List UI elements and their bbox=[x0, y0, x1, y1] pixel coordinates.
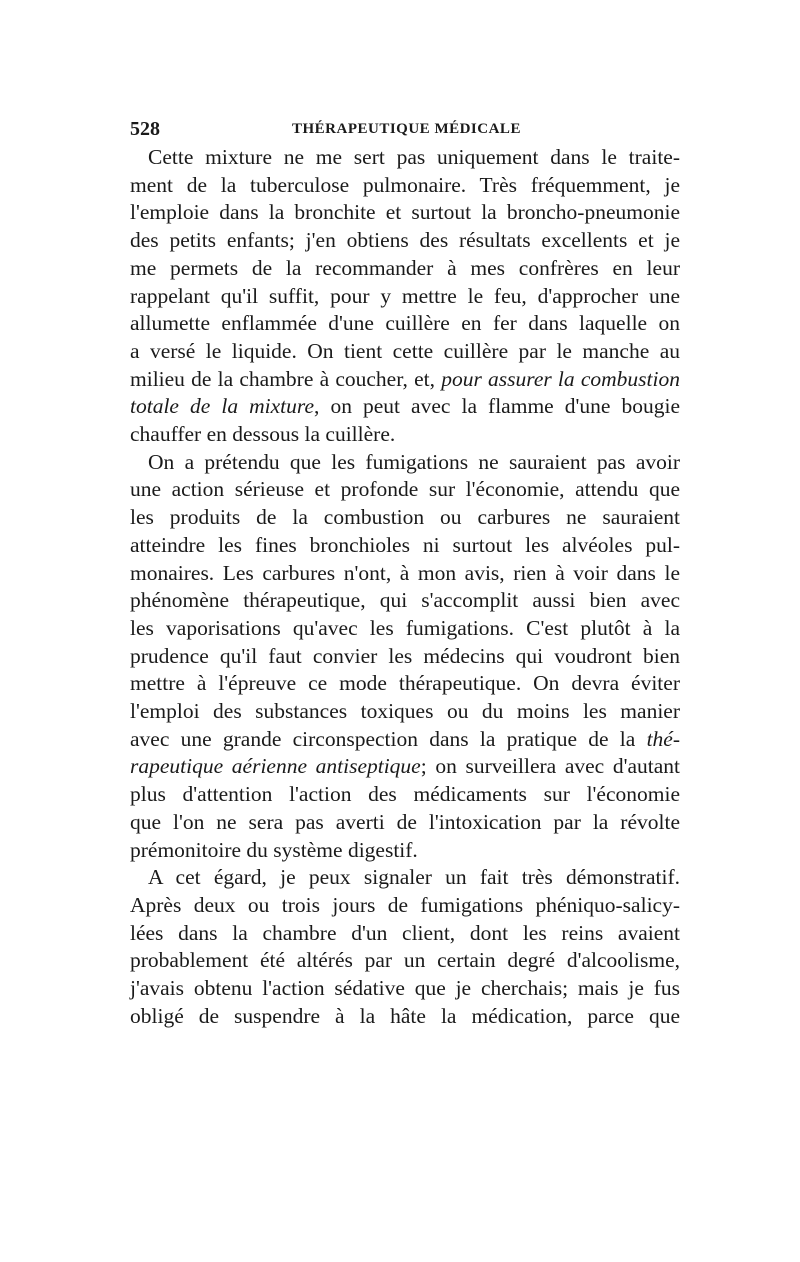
text-line bbox=[130, 144, 680, 172]
text-run: phénomène thérapeutique, qui s'accomplit aussi bien avec bbox=[130, 588, 680, 613]
text-line bbox=[130, 947, 680, 975]
text-run: allumette enflammée d'une cuillère en fer dans laquelle on bbox=[130, 311, 680, 336]
text-run: l'emploi des substances toxiques ou du moins les manier bbox=[130, 699, 680, 724]
text-line bbox=[130, 837, 680, 865]
paragraph bbox=[130, 864, 680, 1030]
text-line bbox=[130, 283, 680, 311]
italic-text: thé- bbox=[646, 726, 680, 751]
text-line bbox=[130, 449, 680, 477]
text-line bbox=[130, 587, 680, 615]
text-line bbox=[130, 698, 680, 726]
text-line bbox=[130, 172, 680, 200]
text-line bbox=[130, 255, 680, 283]
text-line bbox=[130, 560, 680, 588]
text-line bbox=[130, 781, 680, 809]
text-run: lées dans la chambre d'un client, dont les reins avaient bbox=[130, 920, 680, 945]
text-line bbox=[130, 1003, 680, 1031]
text-run: chauffer en dessous la cuillère. bbox=[130, 422, 396, 447]
text-line bbox=[130, 504, 680, 532]
running-title: THÉRAPEUTIQUE MÉDICALE bbox=[292, 121, 521, 137]
text-run: Après deux ou trois jours de fumigations phéniquo-salicy- bbox=[130, 892, 680, 917]
italic-text: totale de la mixture bbox=[130, 394, 315, 419]
text-run: j'avais obtenu l'action sédative que je cherchais; mais je fus bbox=[130, 976, 680, 1001]
text-run: l'emploie dans la bronchite et surtout la broncho-pneumonie bbox=[130, 200, 680, 225]
text-run: obligé de suspendre à la hâte la médication, parce que bbox=[130, 1003, 680, 1028]
text-line bbox=[130, 753, 680, 781]
text-run: atteindre les fines bronchioles ni surtout les alvéoles pul- bbox=[130, 532, 680, 557]
text-run: avec une grande circonspection dans la pratique de la bbox=[130, 726, 647, 751]
italic-text: rapeutique aérienne antiseptique bbox=[130, 754, 421, 779]
text-line bbox=[130, 476, 680, 504]
text-line bbox=[130, 892, 680, 920]
text-line bbox=[130, 864, 680, 892]
paragraph bbox=[130, 144, 680, 449]
text-run: mettre à l'épreuve ce mode thérapeutique. On devra éviter bbox=[130, 671, 680, 696]
text-run: , on peut avec la flamme d'une bougie bbox=[314, 394, 680, 419]
text-run: monaires. Les carbures n'ont, à mon avis, rien à voir dans le bbox=[130, 560, 680, 585]
text-run: prudence qu'il faut convier les médecins qui voudront bien bbox=[130, 643, 680, 668]
text-line bbox=[130, 643, 680, 671]
text-run: ment de la tuberculose pulmonaire. Très fréquemment, je bbox=[130, 172, 680, 197]
body-text bbox=[130, 144, 680, 1031]
text-run: milieu de la chambre à coucher, et, bbox=[130, 366, 442, 391]
text-run: probablement été altérés par un certain degré d'alcoolisme, bbox=[130, 948, 680, 973]
running-head bbox=[130, 112, 680, 142]
text-line bbox=[130, 421, 680, 449]
text-line bbox=[130, 670, 680, 698]
text-line bbox=[130, 199, 680, 227]
text-run: A cet égard, je peux signaler un fait très démonstratif. bbox=[148, 865, 680, 890]
text-line bbox=[130, 227, 680, 255]
text-line bbox=[130, 366, 680, 394]
text-run: rappelant qu'il suffit, pour y mettre le feu, d'approcher une bbox=[130, 283, 680, 308]
text-run: me permets de la recommander à mes confrères en leur bbox=[130, 255, 680, 280]
text-line bbox=[130, 393, 680, 421]
text-run: les vaporisations qu'avec les fumigations. C'est plutôt à la bbox=[130, 615, 680, 640]
text-line bbox=[130, 338, 680, 366]
text-run: On a prétendu que les fumigations ne sauraient pas avoir bbox=[148, 449, 680, 474]
text-line bbox=[130, 975, 680, 1003]
italic-text: pour assurer la combustion bbox=[441, 366, 680, 391]
text-run: des petits enfants; j'en obtiens des résultats excellents et je bbox=[130, 228, 680, 253]
text-run: plus d'attention l'action des médicaments sur l'économie bbox=[130, 782, 680, 807]
text-line bbox=[130, 310, 680, 338]
text-run: a versé le liquide. On tient cette cuillère par le manche au bbox=[130, 338, 680, 363]
text-run: une action sérieuse et profonde sur l'économie, attendu que bbox=[130, 477, 680, 502]
book-page bbox=[130, 112, 680, 1031]
text-run: Cette mixture ne me sert pas uniquement dans le traite- bbox=[148, 145, 680, 169]
text-line bbox=[130, 726, 680, 754]
text-line bbox=[130, 920, 680, 948]
text-line bbox=[130, 809, 680, 837]
text-run: les produits de la combustion ou carbures ne sauraient bbox=[130, 505, 680, 530]
text-run: ; on surveillera avec d'autant bbox=[420, 754, 680, 779]
text-line bbox=[130, 615, 680, 643]
paragraph bbox=[130, 449, 680, 865]
page-number: 528 bbox=[130, 118, 160, 140]
text-run: que l'on ne sera pas averti de l'intoxication par la révolte bbox=[130, 809, 680, 834]
text-line bbox=[130, 532, 680, 560]
text-run: prémonitoire du système digestif. bbox=[130, 837, 418, 862]
